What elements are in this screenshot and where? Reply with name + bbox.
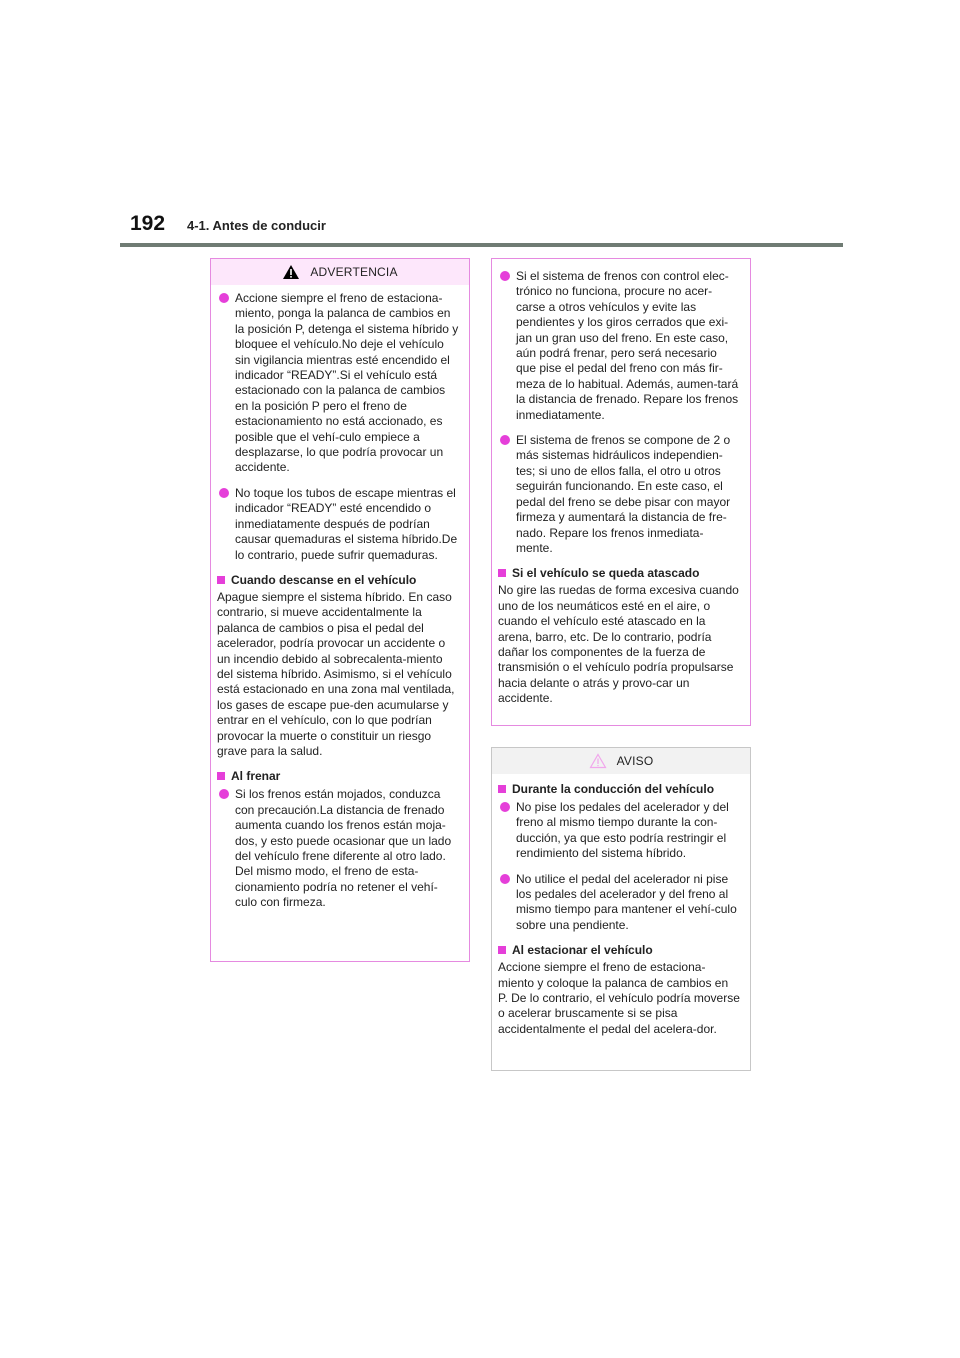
subheading: Al estacionar el vehículo xyxy=(498,943,740,957)
paragraph: Accione siempre el freno de estaciona-miento y coloque la palanca de cambios en P. De lo contrario, el vehículo podría moverse o acelerar bruscamente si se pisa accidentalmente el pedal del acelera-dor. xyxy=(498,960,740,1036)
square-bullet-icon xyxy=(498,946,506,954)
bullet-dot-icon xyxy=(500,435,510,445)
notice-header xyxy=(492,748,750,774)
bullet-dot-icon xyxy=(219,789,229,799)
bullet-dot-icon xyxy=(500,874,510,884)
subheading: Si el vehículo se queda atascado xyxy=(498,566,740,580)
warning-header xyxy=(211,259,469,285)
bullet-dot-icon xyxy=(500,802,510,812)
warning-continued-box xyxy=(491,258,751,726)
header-rule xyxy=(120,243,843,247)
warning-box xyxy=(210,258,470,962)
square-bullet-icon xyxy=(217,576,225,584)
warning-triangle-icon xyxy=(282,264,300,280)
bullet-dot-icon xyxy=(219,293,229,303)
list-item: No pise los pedales del acelerador y del freno al mismo tiempo durante la con-ducción, ya que esto podría restringir el rendimiento del sistema híbrido. xyxy=(498,800,740,862)
list-item: No toque los tubos de escape mientras el indicador “READY” esté encendido o inmediatamente después de podrían causar quemaduras el sistema híbrido.De lo contrario, puede sufrir quemaduras. xyxy=(217,486,459,563)
list-item: Si los frenos están mojados, conduzca con precaución.La distancia de frenado aumenta cuando los frenos están moja-dos, y esto puede ocasionar que un lado del vehículo frene diferente al otro lado. Del mismo modo, el freno de esta-cionamiento podría no retener el vehí-culo con firmeza. xyxy=(217,787,459,910)
paragraph: No gire las ruedas de forma excesiva cuando uno de los neumáticos esté en el aire, o cuando el vehículo esté atascado en la arena, barro, etc. De lo contrario, podría dañar los componentes de la fuerza de transmisión o el vehículo podría propulsarse hacia delante o atrás y provo-car un accidente. xyxy=(498,583,739,706)
bullet-dot-icon xyxy=(219,488,229,498)
notice-box xyxy=(491,747,751,1071)
subheading: Cuando descanse en el vehículo xyxy=(217,573,459,587)
list-item: Si el sistema de frenos con control elec-trónico no funciona, procure no acer-carse a otros vehículos y evite las pendientes y los giros cerrados que exi-jan un gran uso del freno. En este caso, aún podrá frenar, pero será necesario que pise el pedal del freno con más fir-meza de lo habitual. Además, aumen-tará la distancia de frenado. Repare los frenos inmediatamente. xyxy=(498,269,740,423)
bullet-dot-icon xyxy=(500,271,510,281)
list-item: No utilice el pedal del acelerador ni pise los pedales del acelerador y del freno al mismo tiempo para mantener el vehí-culo sobre una pendiente. xyxy=(498,872,740,934)
subheading: Al frenar xyxy=(217,769,459,783)
list-item: El sistema de frenos se compone de 2 o más sistemas hidráulicos independien-tes; si uno de ellos falla, el otro u otros seguirán funcionando. En este caso, el pedal del freno se debe pisar con mayor firmeza y aumentará la distancia de fre-nado. Repare los frenos inmediata-mente. xyxy=(498,433,740,556)
square-bullet-icon xyxy=(217,772,225,780)
warning-title: ADVERTENCIA xyxy=(310,265,398,279)
subheading: Durante la conducción del vehículo xyxy=(498,782,740,796)
square-bullet-icon xyxy=(498,569,506,577)
caution-triangle-icon xyxy=(589,753,607,769)
paragraph: Apague siempre el sistema híbrido. En caso contrario, si mueve accidentalmente la palanca de cambios o pisa el pedal del acelerador, podría provocar un accidente o un incendio debido al sobrecalenta-miento del sistema híbrido. Asimismo, si el vehículo está estacionado en una zona mal ventilada, los gases de escape pue-den acumularse y entrar en el vehículo, con lo que podrían provocar la muerte o constituir un riesgo grave para la salud. xyxy=(217,589,455,758)
section-title: 4-1. Antes de conducir xyxy=(187,218,326,233)
page-number: 192 xyxy=(130,212,166,235)
square-bullet-icon xyxy=(498,785,506,793)
notice-title: AVISO xyxy=(616,754,654,768)
list-item: Accione siempre el freno de estaciona-miento, ponga la palanca de cambios en la posición P, detenga el sistema híbrido y bloquee el vehículo.No deje el vehículo sin vigilancia mientras esté encendido el indicador “READY”.Si el vehículo está estacionado con la palanca de cambios en la posición P pero el freno de estacionamiento no está accionado, es posible que el vehí-culo empiece a desplazarse, lo que podría provocar un accidente. xyxy=(217,291,459,476)
